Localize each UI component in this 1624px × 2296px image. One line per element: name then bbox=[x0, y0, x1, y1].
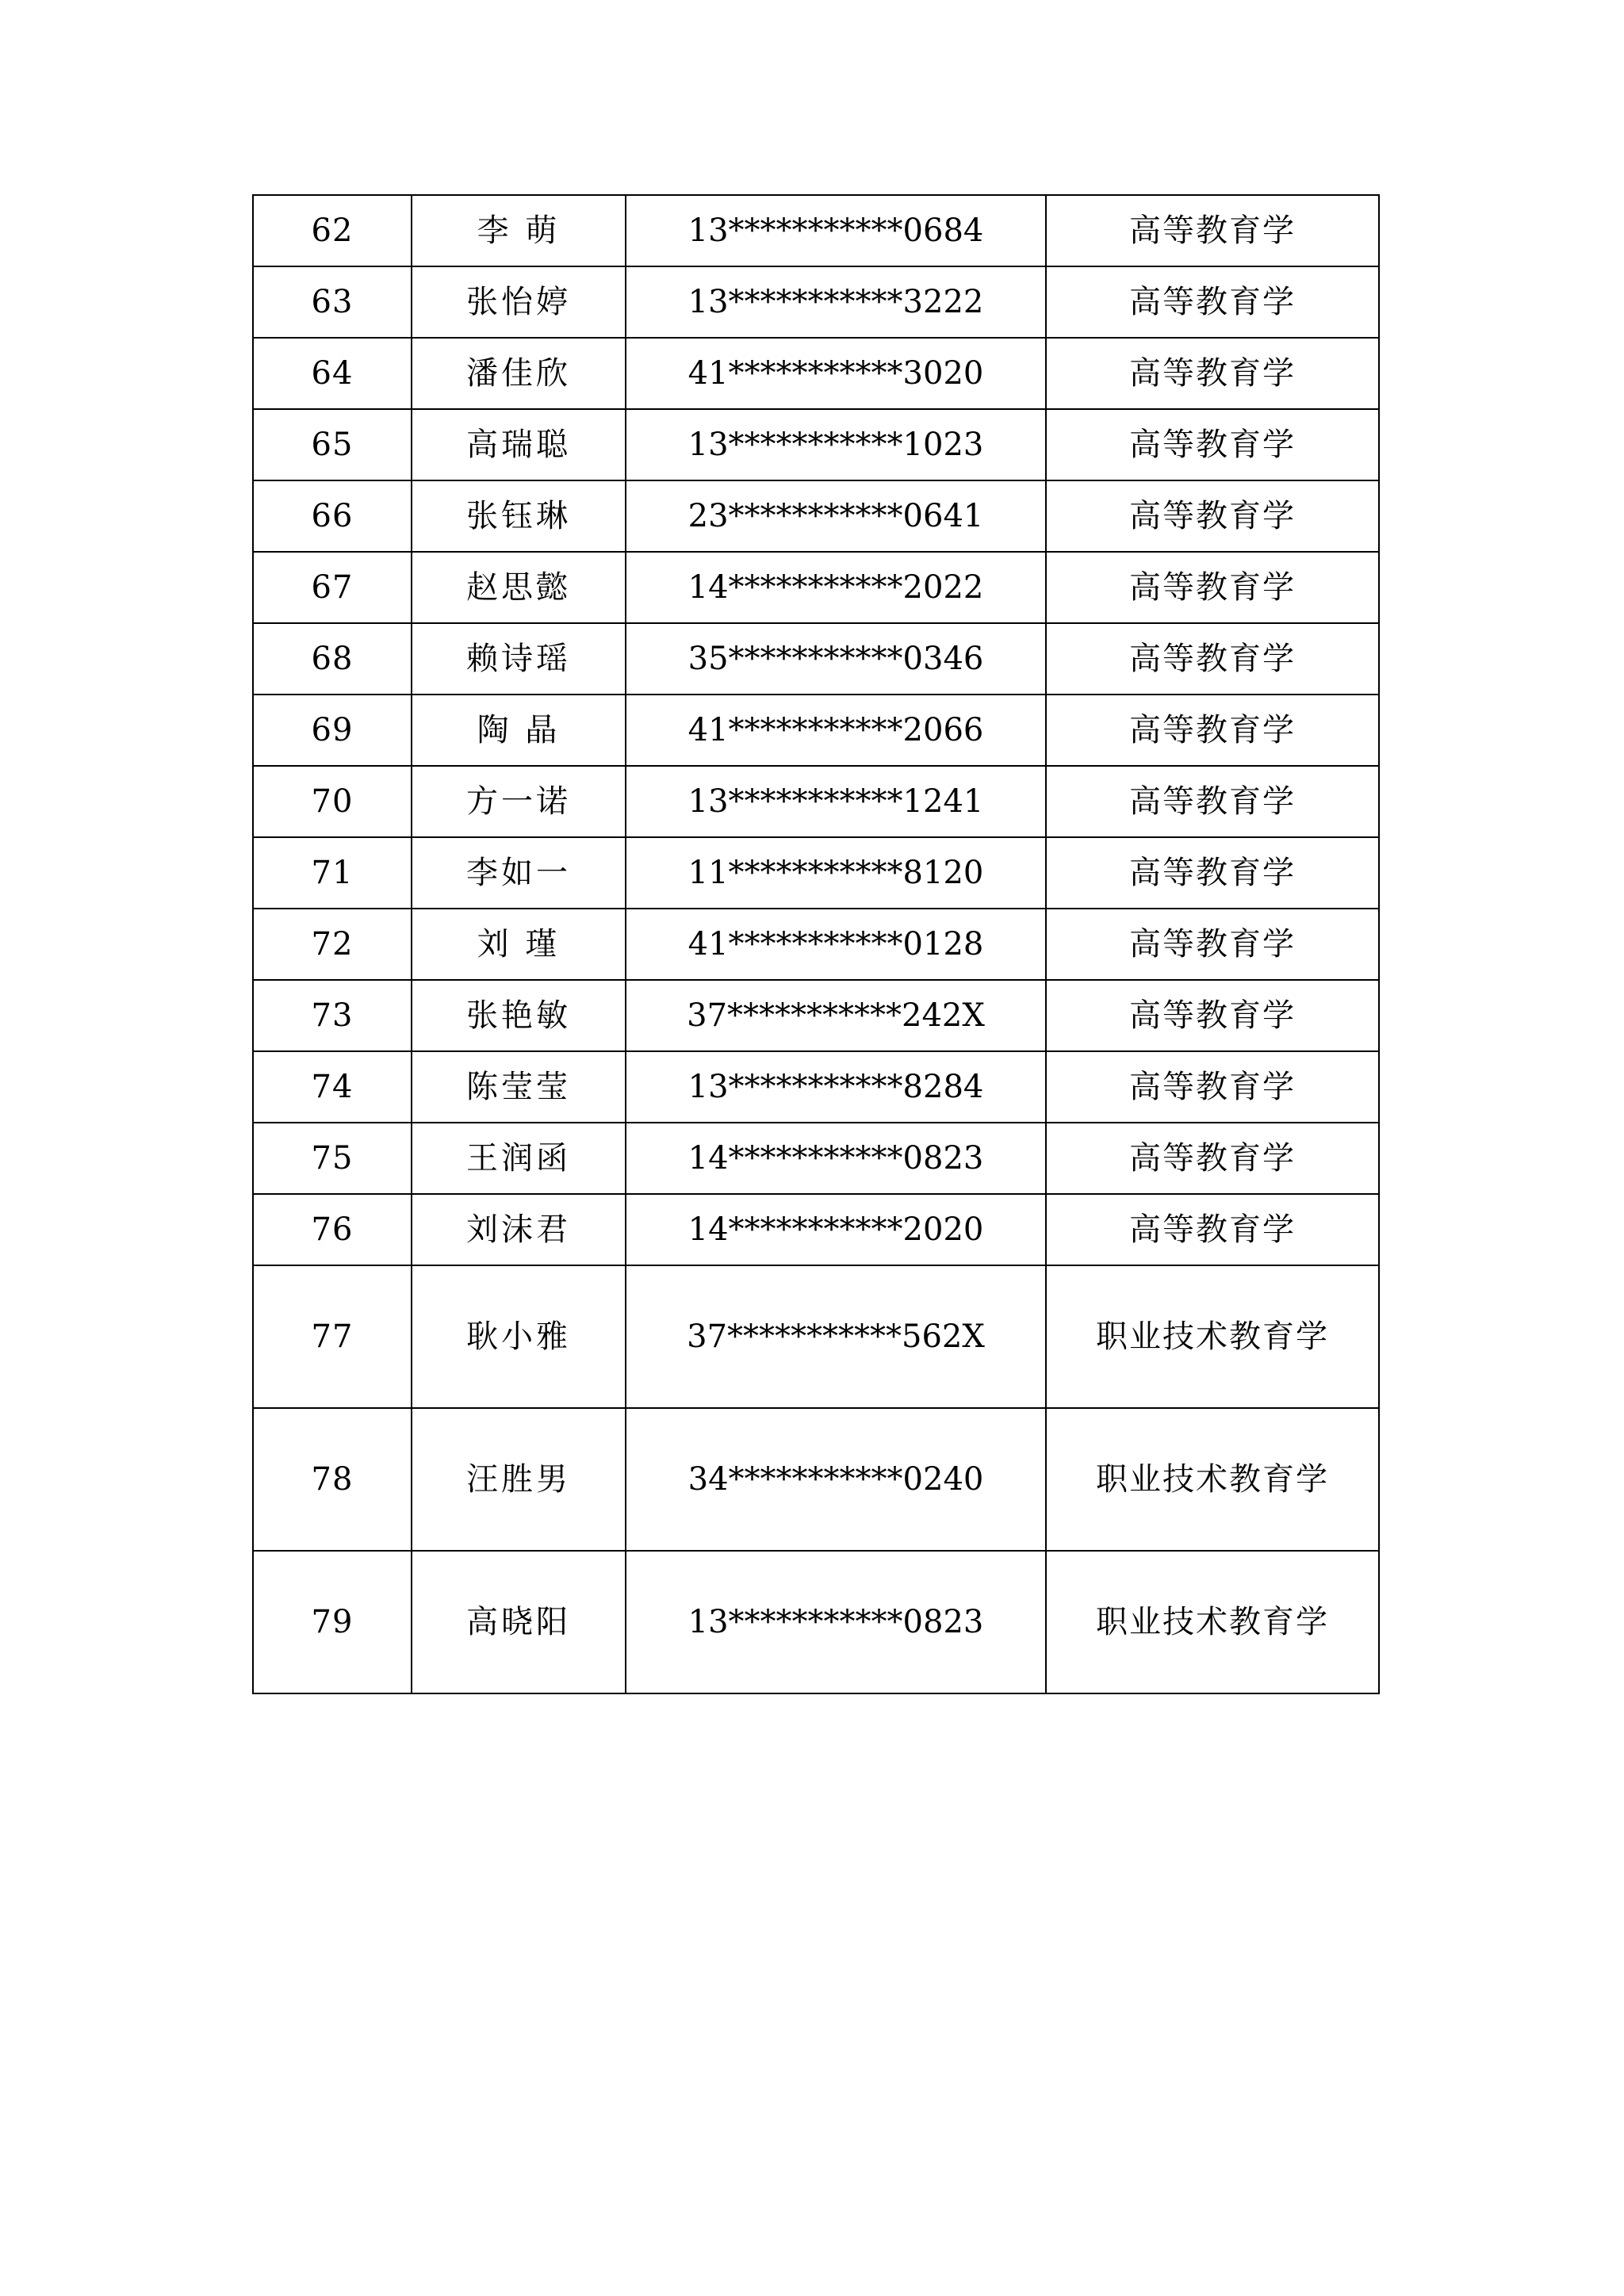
row-major-cell: 高等教育学 bbox=[1046, 480, 1379, 552]
row-name-cell: 高瑞聪 bbox=[412, 409, 626, 480]
row-id-cell: 13***********8284 bbox=[626, 1051, 1046, 1123]
row-index-cell: 65 bbox=[253, 409, 412, 480]
row-id-cell: 11***********8120 bbox=[626, 837, 1046, 909]
row-id-cell: 35***********0346 bbox=[626, 623, 1046, 695]
row-id-cell: 14***********2022 bbox=[626, 552, 1046, 623]
row-major-cell: 高等教育学 bbox=[1046, 552, 1379, 623]
row-major-cell: 高等教育学 bbox=[1046, 980, 1379, 1051]
row-index-cell: 67 bbox=[253, 552, 412, 623]
row-major-cell: 高等教育学 bbox=[1046, 195, 1379, 266]
row-name-cell: 赖诗瑶 bbox=[412, 623, 626, 695]
row-index-cell: 63 bbox=[253, 266, 412, 338]
row-id-cell: 13***********1023 bbox=[626, 409, 1046, 480]
row-name-cell: 张钰琳 bbox=[412, 480, 626, 552]
row-name-cell: 潘佳欣 bbox=[412, 338, 626, 409]
row-id-cell: 37***********242X bbox=[626, 980, 1046, 1051]
table-row bbox=[253, 1551, 1379, 1693]
row-name-cell: 陶 晶 bbox=[412, 695, 626, 766]
table-row bbox=[253, 1265, 1379, 1408]
row-index-cell: 71 bbox=[253, 837, 412, 909]
table-row bbox=[253, 1123, 1379, 1194]
row-name-cell: 王润函 bbox=[412, 1123, 626, 1194]
table-row bbox=[253, 409, 1379, 480]
row-major-cell: 高等教育学 bbox=[1046, 338, 1379, 409]
row-id-cell: 34***********0240 bbox=[626, 1408, 1046, 1551]
roster-table-container bbox=[252, 194, 1378, 1694]
row-major-cell: 高等教育学 bbox=[1046, 1051, 1379, 1123]
table-row bbox=[253, 266, 1379, 338]
table-row bbox=[253, 480, 1379, 552]
row-id-cell: 41***********0128 bbox=[626, 909, 1046, 980]
table-row bbox=[253, 1408, 1379, 1551]
row-index-cell: 75 bbox=[253, 1123, 412, 1194]
row-name-cell: 汪胜男 bbox=[412, 1408, 626, 1551]
row-name-cell: 张艳敏 bbox=[412, 980, 626, 1051]
row-id-cell: 14***********0823 bbox=[626, 1123, 1046, 1194]
table-row bbox=[253, 1194, 1379, 1265]
row-major-cell: 高等教育学 bbox=[1046, 1194, 1379, 1265]
row-index-cell: 77 bbox=[253, 1265, 412, 1408]
row-id-cell: 13***********1241 bbox=[626, 766, 1046, 837]
row-id-cell: 41***********2066 bbox=[626, 695, 1046, 766]
row-major-cell: 职业技术教育学 bbox=[1046, 1265, 1379, 1408]
row-major-cell: 高等教育学 bbox=[1046, 266, 1379, 338]
row-name-cell: 高晓阳 bbox=[412, 1551, 626, 1693]
row-major-cell: 职业技术教育学 bbox=[1046, 1551, 1379, 1693]
row-major-cell: 高等教育学 bbox=[1046, 409, 1379, 480]
table-row bbox=[253, 1051, 1379, 1123]
row-id-cell: 41***********3020 bbox=[626, 338, 1046, 409]
row-id-cell: 13***********0823 bbox=[626, 1551, 1046, 1693]
table-row bbox=[253, 909, 1379, 980]
row-major-cell: 高等教育学 bbox=[1046, 1123, 1379, 1194]
row-name-cell: 张怡婷 bbox=[412, 266, 626, 338]
table-row bbox=[253, 695, 1379, 766]
row-major-cell: 高等教育学 bbox=[1046, 623, 1379, 695]
table-row bbox=[253, 766, 1379, 837]
row-name-cell: 刘 瑾 bbox=[412, 909, 626, 980]
row-id-cell: 14***********2020 bbox=[626, 1194, 1046, 1265]
row-id-cell: 37***********562X bbox=[626, 1265, 1046, 1408]
row-index-cell: 64 bbox=[253, 338, 412, 409]
row-major-cell: 高等教育学 bbox=[1046, 837, 1379, 909]
table-row bbox=[253, 338, 1379, 409]
row-index-cell: 76 bbox=[253, 1194, 412, 1265]
roster-table bbox=[252, 194, 1380, 1694]
table-row bbox=[253, 195, 1379, 266]
table-row bbox=[253, 623, 1379, 695]
row-index-cell: 78 bbox=[253, 1408, 412, 1551]
table-row bbox=[253, 980, 1379, 1051]
row-index-cell: 62 bbox=[253, 195, 412, 266]
row-name-cell: 陈莹莹 bbox=[412, 1051, 626, 1123]
row-name-cell: 耿小雅 bbox=[412, 1265, 626, 1408]
row-major-cell: 高等教育学 bbox=[1046, 766, 1379, 837]
row-index-cell: 69 bbox=[253, 695, 412, 766]
row-name-cell: 李如一 bbox=[412, 837, 626, 909]
row-name-cell: 李 萌 bbox=[412, 195, 626, 266]
row-index-cell: 66 bbox=[253, 480, 412, 552]
row-index-cell: 74 bbox=[253, 1051, 412, 1123]
table-row bbox=[253, 552, 1379, 623]
row-major-cell: 职业技术教育学 bbox=[1046, 1408, 1379, 1551]
row-index-cell: 72 bbox=[253, 909, 412, 980]
row-name-cell: 赵思懿 bbox=[412, 552, 626, 623]
row-index-cell: 79 bbox=[253, 1551, 412, 1693]
row-id-cell: 23***********0641 bbox=[626, 480, 1046, 552]
row-major-cell: 高等教育学 bbox=[1046, 909, 1379, 980]
row-name-cell: 刘沫君 bbox=[412, 1194, 626, 1265]
row-id-cell: 13***********3222 bbox=[626, 266, 1046, 338]
row-id-cell: 13***********0684 bbox=[626, 195, 1046, 266]
table-row bbox=[253, 837, 1379, 909]
row-name-cell: 方一诺 bbox=[412, 766, 626, 837]
row-major-cell: 高等教育学 bbox=[1046, 695, 1379, 766]
row-index-cell: 73 bbox=[253, 980, 412, 1051]
row-index-cell: 68 bbox=[253, 623, 412, 695]
row-index-cell: 70 bbox=[253, 766, 412, 837]
